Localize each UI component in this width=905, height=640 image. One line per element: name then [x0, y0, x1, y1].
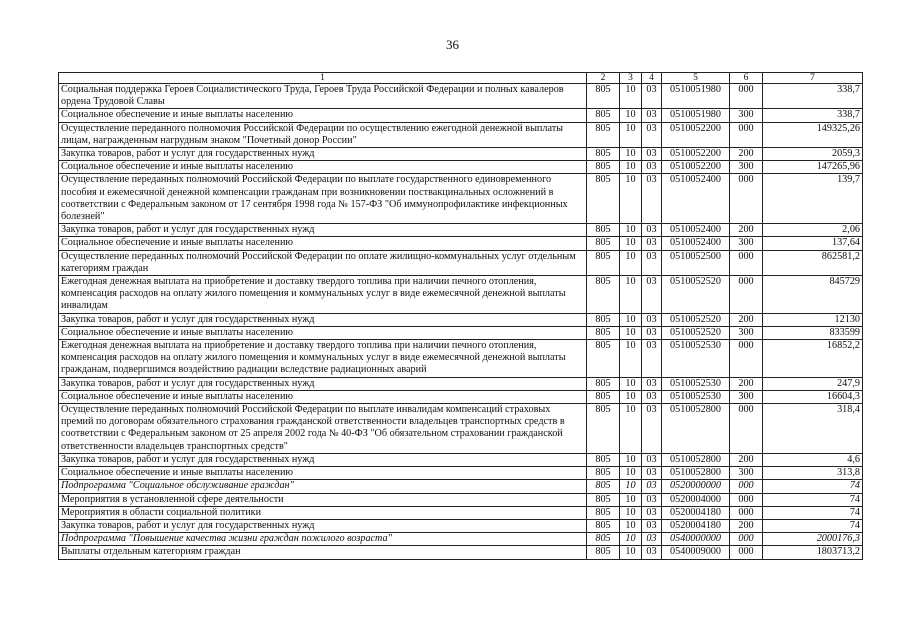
item-name-cell: Социальное обеспечение и иные выплаты населению	[59, 390, 587, 403]
item-name-cell: Закупка товаров, работ и услуг для государственных нужд	[59, 148, 587, 161]
ministry-code-cell: 805	[587, 276, 620, 314]
amount-cell: 137,64	[763, 237, 863, 250]
section-code-cell: 10	[620, 519, 642, 532]
target-article-cell: 0510052530	[662, 377, 730, 390]
target-article-cell: 0510052500	[662, 250, 730, 275]
item-name-cell: Закупка товаров, работ и услуг для государственных нужд	[59, 519, 587, 532]
subsection-code-cell: 03	[642, 390, 662, 403]
subsection-code-cell: 03	[642, 546, 662, 559]
target-article-cell: 0510052800	[662, 453, 730, 466]
amount-cell: 845729	[763, 276, 863, 314]
expense-type-cell: 000	[730, 480, 763, 493]
subsection-code-cell: 03	[642, 276, 662, 314]
expense-type-cell: 300	[730, 467, 763, 480]
ministry-code-cell: 805	[587, 174, 620, 224]
subsection-code-cell: 03	[642, 237, 662, 250]
subsection-code-cell: 03	[642, 224, 662, 237]
item-name-cell: Ежегодная денежная выплата на приобретение и доставку твердого топлива при наличии печного отопления, компенсация расходов на оплату жилого помещения и коммунальных услуг в виде ежемесячной денежной выплаты гражданам, подвергшимся воздействию радиации вследствие радиационных аварий	[59, 340, 587, 378]
amount-cell: 147265,96	[763, 161, 863, 174]
column-header: 5	[662, 73, 730, 84]
section-code-cell: 10	[620, 404, 642, 454]
amount-cell: 1803713,2	[763, 546, 863, 559]
section-code-cell: 10	[620, 506, 642, 519]
ministry-code-cell: 805	[587, 313, 620, 326]
subsection-code-cell: 03	[642, 326, 662, 339]
item-name-cell: Выплаты отдельным категориям граждан	[59, 546, 587, 559]
amount-cell: 12130	[763, 313, 863, 326]
subsection-code-cell: 03	[642, 122, 662, 147]
ministry-code-cell: 805	[587, 122, 620, 147]
item-name-cell: Закупка товаров, работ и услуг для государственных нужд	[59, 453, 587, 466]
target-article-cell: 0540009000	[662, 546, 730, 559]
target-article-cell: 0510052200	[662, 148, 730, 161]
target-article-cell: 0510052400	[662, 224, 730, 237]
amount-cell: 74	[763, 506, 863, 519]
item-name-cell: Социальное обеспечение и иные выплаты населению	[59, 161, 587, 174]
expense-type-cell: 300	[730, 161, 763, 174]
ministry-code-cell: 805	[587, 533, 620, 546]
expense-type-cell: 300	[730, 109, 763, 122]
expense-type-cell: 200	[730, 519, 763, 532]
amount-cell: 139,7	[763, 174, 863, 224]
subsection-code-cell: 03	[642, 250, 662, 275]
amount-cell: 833599	[763, 326, 863, 339]
amount-cell: 2059,3	[763, 148, 863, 161]
ministry-code-cell: 805	[587, 519, 620, 532]
section-code-cell: 10	[620, 546, 642, 559]
section-code-cell: 10	[620, 224, 642, 237]
expense-type-cell: 200	[730, 224, 763, 237]
amount-cell: 247,9	[763, 377, 863, 390]
target-article-cell: 0510052200	[662, 161, 730, 174]
table-row	[59, 174, 863, 224]
expense-type-cell: 300	[730, 237, 763, 250]
ministry-code-cell: 805	[587, 404, 620, 454]
target-article-cell: 0510052800	[662, 467, 730, 480]
target-article-cell: 0510052400	[662, 174, 730, 224]
item-name-cell: Осуществление переданного полномочия Российской Федерации по осуществлению ежегодной денежной выплаты лицам, награжденным нагрудным знаком "Почетный донор России"	[59, 122, 587, 147]
table-row	[59, 84, 863, 109]
table-row	[59, 276, 863, 314]
amount-cell: 862581,2	[763, 250, 863, 275]
section-code-cell: 10	[620, 390, 642, 403]
target-article-cell: 0510052530	[662, 390, 730, 403]
section-code-cell: 10	[620, 326, 642, 339]
item-name-cell: Подпрограмма "Социальное обслуживание граждан"	[59, 480, 587, 493]
table-row	[59, 404, 863, 454]
target-article-cell: 0510052800	[662, 404, 730, 454]
item-name-cell: Социальное обеспечение и иные выплаты населению	[59, 237, 587, 250]
target-article-cell: 0510052530	[662, 340, 730, 378]
target-article-cell: 0520004180	[662, 519, 730, 532]
table-body	[59, 84, 863, 560]
section-code-cell: 10	[620, 480, 642, 493]
subsection-code-cell: 03	[642, 109, 662, 122]
section-code-cell: 10	[620, 313, 642, 326]
expense-type-cell: 000	[730, 122, 763, 147]
section-code-cell: 10	[620, 237, 642, 250]
table-row	[59, 161, 863, 174]
ministry-code-cell: 805	[587, 161, 620, 174]
amount-cell: 74	[763, 519, 863, 532]
section-code-cell: 10	[620, 377, 642, 390]
table-row	[59, 326, 863, 339]
section-code-cell: 10	[620, 148, 642, 161]
table-row	[59, 390, 863, 403]
section-code-cell: 10	[620, 276, 642, 314]
expense-type-cell: 000	[730, 493, 763, 506]
item-name-cell: Закупка товаров, работ и услуг для государственных нужд	[59, 377, 587, 390]
table-row	[59, 237, 863, 250]
target-article-cell: 0510052400	[662, 237, 730, 250]
table-row	[59, 109, 863, 122]
header-row	[59, 73, 863, 84]
target-article-cell: 0510052200	[662, 122, 730, 147]
item-name-cell: Закупка товаров, работ и услуг для государственных нужд	[59, 224, 587, 237]
subsection-code-cell: 03	[642, 404, 662, 454]
ministry-code-cell: 805	[587, 390, 620, 403]
table-row	[59, 533, 863, 546]
target-article-cell: 0510051980	[662, 109, 730, 122]
table-row	[59, 122, 863, 147]
expense-type-cell: 200	[730, 377, 763, 390]
amount-cell: 74	[763, 480, 863, 493]
target-article-cell: 0510051980	[662, 84, 730, 109]
expense-type-cell: 300	[730, 326, 763, 339]
expense-type-cell: 000	[730, 533, 763, 546]
ministry-code-cell: 805	[587, 109, 620, 122]
section-code-cell: 10	[620, 533, 642, 546]
column-header: 1	[59, 73, 587, 84]
table-row	[59, 506, 863, 519]
target-article-cell: 0520004180	[662, 506, 730, 519]
expense-type-cell: 200	[730, 148, 763, 161]
item-name-cell: Осуществление переданных полномочий Российской Федерации по оплате жилищно-коммунальных услуг отдельным категориям граждан	[59, 250, 587, 275]
target-article-cell: 0510052520	[662, 313, 730, 326]
item-name-cell: Социальная поддержка Героев Социалистического Труда, Героев Труда Российской Федерации и полных кавалеров ордена Трудовой Славы	[59, 84, 587, 109]
section-code-cell: 10	[620, 467, 642, 480]
column-header: 7	[763, 73, 863, 84]
ministry-code-cell: 805	[587, 326, 620, 339]
item-name-cell: Мероприятия в области социальной политики	[59, 506, 587, 519]
target-article-cell: 0510052520	[662, 276, 730, 314]
amount-cell: 313,8	[763, 467, 863, 480]
table-row	[59, 480, 863, 493]
section-code-cell: 10	[620, 340, 642, 378]
ministry-code-cell: 805	[587, 148, 620, 161]
table-row	[59, 224, 863, 237]
section-code-cell: 10	[620, 493, 642, 506]
subsection-code-cell: 03	[642, 453, 662, 466]
column-header: 3	[620, 73, 642, 84]
ministry-code-cell: 805	[587, 493, 620, 506]
ministry-code-cell: 805	[587, 84, 620, 109]
subsection-code-cell: 03	[642, 493, 662, 506]
budget-table	[58, 72, 863, 560]
item-name-cell: Ежегодная денежная выплата на приобретение и доставку твердого топлива при наличии печного отопления, компенсация расходов на оплату жилого помещения и коммунальных услуг в виде ежемесячной денежной выплаты инвалидам	[59, 276, 587, 314]
subsection-code-cell: 03	[642, 340, 662, 378]
expense-type-cell: 300	[730, 390, 763, 403]
amount-cell: 2,06	[763, 224, 863, 237]
table-row	[59, 313, 863, 326]
item-name-cell: Подпрограмма "Повышение качества жизни граждан пожилого возраста"	[59, 533, 587, 546]
ministry-code-cell: 805	[587, 237, 620, 250]
subsection-code-cell: 03	[642, 467, 662, 480]
amount-cell: 16852,2	[763, 340, 863, 378]
table-row	[59, 340, 863, 378]
amount-cell: 4,6	[763, 453, 863, 466]
ministry-code-cell: 805	[587, 467, 620, 480]
amount-cell: 318,4	[763, 404, 863, 454]
section-code-cell: 10	[620, 250, 642, 275]
section-code-cell: 10	[620, 161, 642, 174]
amount-cell: 338,7	[763, 84, 863, 109]
item-name-cell: Социальное обеспечение и иные выплаты населению	[59, 467, 587, 480]
ministry-code-cell: 805	[587, 480, 620, 493]
subsection-code-cell: 03	[642, 533, 662, 546]
column-header: 2	[587, 73, 620, 84]
item-name-cell: Осуществление переданных полномочий Российской Федерации по выплате инвалидам компенсаций страховых премий по договорам обязательного страхования гражданской ответственности владельцев транспортных средств в соответствии с Федеральным законом от 25 апреля 2002 года № 40-ФЗ "Об обязательном страховании гражданской ответственности владельцев транспортных средств"	[59, 404, 587, 454]
subsection-code-cell: 03	[642, 161, 662, 174]
section-code-cell: 10	[620, 122, 642, 147]
subsection-code-cell: 03	[642, 377, 662, 390]
expense-type-cell: 000	[730, 546, 763, 559]
table-row	[59, 377, 863, 390]
amount-cell: 338,7	[763, 109, 863, 122]
section-code-cell: 10	[620, 84, 642, 109]
item-name-cell: Закупка товаров, работ и услуг для государственных нужд	[59, 313, 587, 326]
table-row	[59, 250, 863, 275]
expense-type-cell: 000	[730, 506, 763, 519]
expense-type-cell: 200	[730, 453, 763, 466]
table-row	[59, 519, 863, 532]
expense-type-cell: 000	[730, 276, 763, 314]
section-code-cell: 10	[620, 453, 642, 466]
subsection-code-cell: 03	[642, 148, 662, 161]
section-code-cell: 10	[620, 174, 642, 224]
subsection-code-cell: 03	[642, 519, 662, 532]
subsection-code-cell: 03	[642, 313, 662, 326]
target-article-cell: 0520000000	[662, 480, 730, 493]
item-name-cell: Социальное обеспечение и иные выплаты населению	[59, 326, 587, 339]
table-row	[59, 546, 863, 559]
table-row	[59, 148, 863, 161]
expense-type-cell: 000	[730, 250, 763, 275]
expense-type-cell: 000	[730, 174, 763, 224]
amount-cell: 74	[763, 493, 863, 506]
table-row	[59, 453, 863, 466]
ministry-code-cell: 805	[587, 506, 620, 519]
column-header: 4	[642, 73, 662, 84]
amount-cell: 16604,3	[763, 390, 863, 403]
expense-type-cell: 200	[730, 313, 763, 326]
expense-type-cell: 000	[730, 340, 763, 378]
item-name-cell: Мероприятия в установленной сфере деятельности	[59, 493, 587, 506]
amount-cell: 149325,26	[763, 122, 863, 147]
section-code-cell: 10	[620, 109, 642, 122]
subsection-code-cell: 03	[642, 84, 662, 109]
subsection-code-cell: 03	[642, 506, 662, 519]
expense-type-cell: 000	[730, 404, 763, 454]
item-name-cell: Осуществление переданных полномочий Российской Федерации по выплате государственного единовременного пособия и ежемесячной денежной компенсации гражданам при возникновении поствакцинальных осложнений в соответствии с Федеральным законом от 17 сентября 1998 года № 157-ФЗ "Об иммунопрофилактике инфекционных болезней"	[59, 174, 587, 224]
page-number: 36	[446, 37, 459, 52]
ministry-code-cell: 805	[587, 546, 620, 559]
ministry-code-cell: 805	[587, 453, 620, 466]
column-header: 6	[730, 73, 763, 84]
ministry-code-cell: 805	[587, 250, 620, 275]
ministry-code-cell: 805	[587, 340, 620, 378]
item-name-cell: Социальное обеспечение и иные выплаты населению	[59, 109, 587, 122]
target-article-cell: 0510052520	[662, 326, 730, 339]
ministry-code-cell: 805	[587, 224, 620, 237]
subsection-code-cell: 03	[642, 174, 662, 224]
target-article-cell: 0540000000	[662, 533, 730, 546]
expense-type-cell: 000	[730, 84, 763, 109]
amount-cell: 2000176,3	[763, 533, 863, 546]
subsection-code-cell: 03	[642, 480, 662, 493]
table-row	[59, 493, 863, 506]
table-row	[59, 467, 863, 480]
target-article-cell: 0520004000	[662, 493, 730, 506]
ministry-code-cell: 805	[587, 377, 620, 390]
